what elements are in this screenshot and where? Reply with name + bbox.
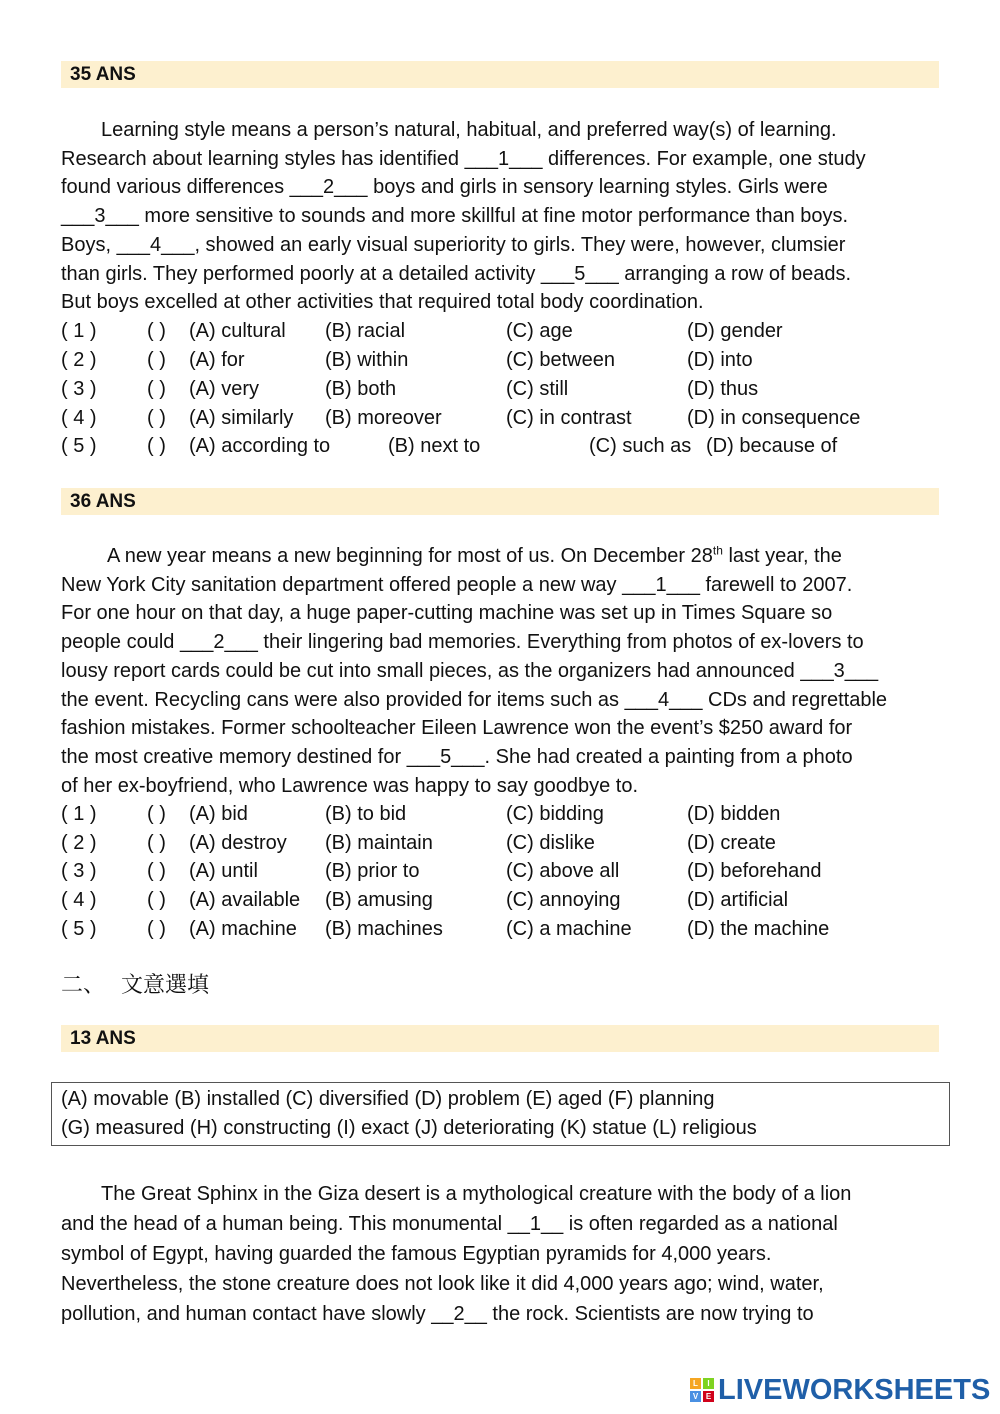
- passage-text: A new year means a new beginning for most of us. On December 28: [107, 545, 713, 567]
- answer-blank[interactable]: ( ): [147, 832, 166, 854]
- section-number: 二、: [61, 973, 106, 998]
- option-d: (D) into: [687, 349, 753, 371]
- answer-blank[interactable]: ( ): [147, 918, 166, 940]
- answer-blank[interactable]: ( ): [147, 889, 166, 911]
- option-a: (A) very: [189, 378, 259, 400]
- option-c: (C) such as: [589, 435, 692, 457]
- option-c: (C) bidding: [506, 803, 604, 825]
- question-row: [61, 886, 941, 915]
- option-b: (B) maintain: [325, 832, 433, 854]
- section-13-header: 13 ANS: [61, 1025, 939, 1052]
- question-number: ( 5 ): [61, 918, 97, 940]
- passage-text: last year, the: [722, 545, 842, 567]
- passage-36: [61, 542, 941, 800]
- passage-line: New York City sanitation department offered people a new way ___1___ farewell to 2007.: [61, 573, 853, 596]
- option-a: (A) similarly: [189, 407, 294, 429]
- option-b: (B) within: [325, 349, 409, 371]
- answer-blank[interactable]: ( ): [147, 378, 166, 400]
- question-number: ( 3 ): [61, 378, 97, 400]
- question-number: ( 1 ): [61, 320, 97, 342]
- word-bank-box: [51, 1082, 950, 1146]
- option-a: (A) machine: [189, 918, 297, 940]
- question-number: ( 2 ): [61, 349, 97, 371]
- word-bank-line: (A) movable (B) installed (C) diversified (D) problem (E) aged (F) planning: [61, 1088, 715, 1110]
- option-b: (B) moreover: [325, 407, 442, 429]
- question-row: [61, 375, 941, 404]
- superscript: th: [712, 543, 723, 558]
- option-a: (A) bid: [189, 803, 248, 825]
- answer-blank[interactable]: ( ): [147, 407, 166, 429]
- option-d: (D) gender: [687, 320, 783, 342]
- logo-square: V: [690, 1391, 701, 1402]
- option-b: (B) amusing: [325, 889, 433, 911]
- word-bank-line: (G) measured (H) constructing (I) exact (J) deteriorating (K) statue (L) religious: [61, 1117, 757, 1139]
- passage-line: the event. Recycling cans were also provided for items such as ___4___ CDs and regrettable: [61, 688, 888, 711]
- question-row: [61, 800, 941, 829]
- passage-line: Nevertheless, the stone creature does not look like it did 4,000 years ago; wind, water,: [61, 1273, 824, 1295]
- passage-line: For one hour on that day, a huge paper-cutting machine was set up in Times Square so: [61, 602, 833, 625]
- passage-line: pollution, and human contact have slowly __2__ the rock. Scientists are now trying to: [61, 1303, 814, 1325]
- option-c: (C) annoying: [506, 889, 621, 911]
- passage-line: [61, 1179, 941, 1209]
- passage-line: of her ex-boyfriend, who Lawrence was happy to say goodbye to.: [61, 774, 639, 797]
- passage-line: found various differences ___2___ boys and girls in sensory learning styles. Girls were: [61, 176, 828, 199]
- option-c: (C) dislike: [506, 832, 595, 854]
- option-b: (B) prior to: [325, 860, 420, 882]
- answer-blank[interactable]: ( ): [147, 349, 166, 371]
- logo-square: I: [703, 1378, 714, 1389]
- passage-line: ___3___ more sensitive to sounds and more skillful at fine motor performance than boys.: [61, 205, 849, 228]
- question-number: ( 3 ): [61, 860, 97, 882]
- option-b: (B) racial: [325, 320, 406, 342]
- question-row: [61, 317, 941, 346]
- option-a: (A) until: [189, 860, 258, 882]
- passage-line: Boys, ___4___, showed an early visual superiority to girls. They were, however, clumsier: [61, 233, 846, 256]
- section-36-header: 36 ANS: [61, 488, 939, 515]
- question-number: ( 4 ): [61, 407, 97, 429]
- option-d: (D) create: [687, 832, 776, 854]
- option-a: (A) destroy: [189, 832, 287, 854]
- section-35-header: 35 ANS: [61, 61, 939, 88]
- section-title: [61, 971, 209, 1001]
- question-row: [61, 915, 941, 944]
- logo-square: L: [690, 1378, 701, 1389]
- option-a: (A) for: [189, 349, 245, 371]
- answer-blank[interactable]: ( ): [147, 320, 166, 342]
- option-b: (B) next to: [388, 435, 481, 457]
- passage-line: the most creative memory destined for ___5___. She had created a painting from a photo: [61, 745, 853, 768]
- logo-mark-icon: [690, 1378, 714, 1402]
- question-row: [61, 404, 941, 433]
- option-a: (A) according to: [189, 435, 331, 457]
- question-number: ( 4 ): [61, 889, 97, 911]
- question-row: [61, 857, 941, 886]
- option-c: (C) above all: [506, 860, 620, 882]
- passage-line: [61, 542, 941, 571]
- question-row: [61, 346, 941, 375]
- option-d: (D) the machine: [687, 918, 830, 940]
- passage-text: The Great Sphinx in the Giza desert is a mythological creature with the body of a lion: [101, 1183, 852, 1205]
- option-c: (C) in contrast: [506, 407, 632, 429]
- question-number: ( 1 ): [61, 803, 97, 825]
- passage-line: lousy report cards could be cut into small pieces, as the organizers had announced ___3___: [61, 659, 879, 682]
- passage-line: Research about learning styles has identified ___1___ differences. For example, one study: [61, 147, 866, 170]
- option-d: (D) because of: [706, 435, 838, 457]
- option-d: (D) in consequence: [687, 407, 861, 429]
- answer-blank[interactable]: ( ): [147, 860, 166, 882]
- option-b: (B) machines: [325, 918, 443, 940]
- passage-line: [61, 116, 941, 145]
- option-d: (D) artificial: [687, 889, 789, 911]
- question-number: ( 5 ): [61, 435, 97, 457]
- option-c: (C) age: [506, 320, 573, 342]
- answer-blank[interactable]: ( ): [147, 435, 166, 457]
- question-number: ( 2 ): [61, 832, 97, 854]
- option-d: (D) beforehand: [687, 860, 822, 882]
- liveworksheets-logo: [690, 1372, 990, 1408]
- logo-square: E: [703, 1391, 714, 1402]
- option-b: (B) to bid: [325, 803, 407, 825]
- passage-text: Learning style means a person’s natural, habitual, and preferred way(s) of learning.: [101, 119, 837, 141]
- passage-35: [61, 116, 941, 317]
- option-b: (B) both: [325, 378, 397, 400]
- question-row: [61, 829, 941, 858]
- question-row: [61, 432, 941, 461]
- option-d: (D) thus: [687, 378, 759, 400]
- passage-line: and the head of a human being. This monumental __1__ is often regarded as a national: [61, 1213, 838, 1235]
- passage-line: people could ___2___ their lingering bad memories. Everything from photos of ex-lovers to: [61, 631, 864, 654]
- passage-line: But boys excelled at other activities that required total body coordination.: [61, 291, 704, 314]
- option-a: (A) available: [189, 889, 301, 911]
- passage-line: fashion mistakes. Former schoolteacher Eileen Lawrence won the event’s $250 award for: [61, 717, 853, 740]
- answer-blank[interactable]: ( ): [147, 803, 166, 825]
- option-c: (C) still: [506, 378, 569, 400]
- passage-line: symbol of Egypt, having guarded the famous Egyptian pyramids for 4,000 years.: [61, 1243, 772, 1265]
- option-a: (A) cultural: [189, 320, 286, 342]
- passage-13: [61, 1179, 941, 1329]
- section-name: 文意選填: [121, 973, 210, 998]
- option-c: (C) a machine: [506, 918, 632, 940]
- option-c: (C) between: [506, 349, 615, 371]
- passage-line: than girls. They performed poorly at a detailed activity ___5___ arranging a row of beads.: [61, 262, 852, 285]
- option-d: (D) bidden: [687, 803, 781, 825]
- logo-text: LIVEWORKSHEETS: [718, 1373, 991, 1406]
